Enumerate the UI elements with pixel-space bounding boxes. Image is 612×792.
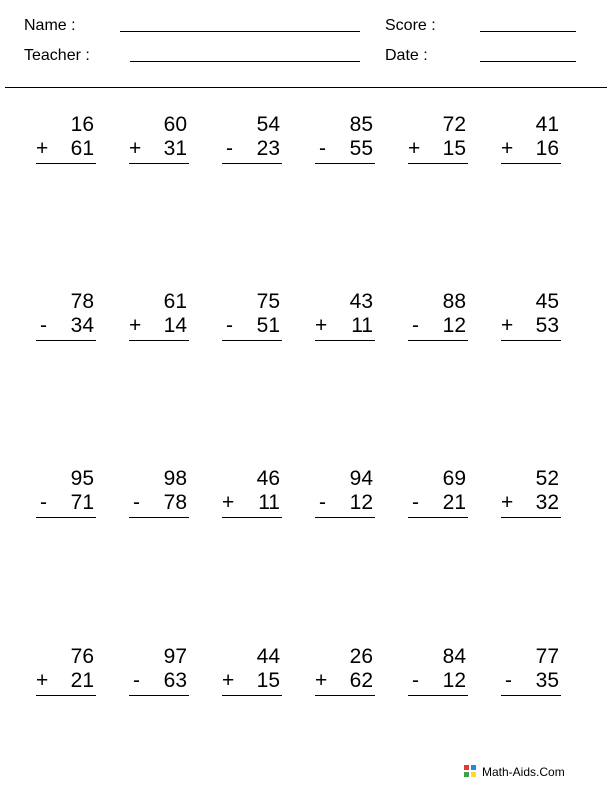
score-label: Score : [385,17,436,34]
problem-bottom-number: 61 [70,137,94,160]
problem-bottom-number: 23 [256,137,280,160]
problem-top-number: 45 [535,290,559,313]
problem-top-number: 97 [163,645,187,668]
answer-rule [129,517,189,518]
name-label: Name : [24,17,76,34]
problem-operator: - [226,314,233,337]
answer-rule [36,340,96,341]
problem-top-number: 60 [163,113,187,136]
logo-square-3 [464,772,469,777]
problem-operator: - [319,137,326,160]
problem-bottom-number: 51 [256,314,280,337]
problem [36,113,96,173]
problem [501,645,561,705]
problem-bottom-number: 21 [70,669,94,692]
logo-square-4 [471,772,476,777]
date-label: Date : [385,47,428,64]
problem-operator: + [222,669,235,692]
problem-bottom-number: 15 [256,669,280,692]
problem [501,290,561,350]
problem-operator: + [222,491,235,514]
problem-bottom-number: 31 [163,137,187,160]
problem [36,467,96,527]
answer-rule [408,517,468,518]
problem-top-number: 76 [70,645,94,668]
problem-operator: + [315,314,328,337]
answer-rule [36,695,96,696]
answer-rule [315,517,375,518]
problem [129,113,189,173]
problem-bottom-number: 71 [70,491,94,514]
answer-rule [501,340,561,341]
answer-rule [315,695,375,696]
problem-top-number: 84 [442,645,466,668]
answer-rule [222,340,282,341]
problem [222,645,282,705]
problem-top-number: 77 [535,645,559,668]
problem-bottom-number: 15 [442,137,466,160]
problem-operator: + [501,314,514,337]
footer-brand: Math-Aids.Com [482,765,565,779]
problem-operator: - [505,669,512,692]
problem-operator: - [412,491,419,514]
problem [222,290,282,350]
problem [36,645,96,705]
problem-bottom-number: 34 [70,314,94,337]
problem [315,467,375,527]
answer-rule [501,163,561,164]
problem-operator: + [129,137,142,160]
problem-bottom-number: 21 [442,491,466,514]
problem-top-number: 75 [256,290,280,313]
problem-operator: + [36,669,49,692]
problem-top-number: 41 [535,113,559,136]
answer-rule [129,340,189,341]
answer-rule [408,340,468,341]
problem-bottom-number: 14 [163,314,187,337]
problem-top-number: 54 [256,113,280,136]
problem-operator: + [408,137,421,160]
problem-top-number: 16 [70,113,94,136]
problem-bottom-number: 35 [535,669,559,692]
problem-operator: + [315,669,328,692]
problem-top-number: 46 [256,467,280,490]
answer-rule [36,517,96,518]
problem-bottom-number: 62 [349,669,373,692]
problem-operator: - [133,669,140,692]
problem-bottom-number: 55 [349,137,373,160]
problem-top-number: 95 [70,467,94,490]
problem-operator: - [40,314,47,337]
problem-operator: + [36,137,49,160]
problem-top-number: 72 [442,113,466,136]
answer-rule [129,695,189,696]
answer-rule [501,695,561,696]
problem-bottom-number: 32 [535,491,559,514]
answer-rule [315,163,375,164]
problem-top-number: 78 [70,290,94,313]
problem-bottom-number: 12 [349,491,373,514]
problem-operator: - [412,314,419,337]
answer-rule [408,695,468,696]
teacher-label: Teacher : [24,47,90,64]
problem-operator: - [412,669,419,692]
problem-bottom-number: 12 [442,314,466,337]
problem [408,113,468,173]
problem-bottom-number: 78 [163,491,187,514]
problem-top-number: 44 [256,645,280,668]
problem-top-number: 88 [442,290,466,313]
problem-bottom-number: 63 [163,669,187,692]
problem-operator: - [226,137,233,160]
problem [315,290,375,350]
logo-square-1 [464,765,469,770]
answer-rule [315,340,375,341]
problem [129,467,189,527]
math-aids-logo-icon [464,765,478,779]
answer-rule [222,695,282,696]
problem-top-number: 98 [163,467,187,490]
logo-square-2 [471,765,476,770]
problem-top-number: 85 [349,113,373,136]
problem [222,113,282,173]
problem-bottom-number: 53 [535,314,559,337]
problem-operator: - [40,491,47,514]
problem-top-number: 43 [349,290,373,313]
problem [408,467,468,527]
problem [501,113,561,173]
problem-operator: - [319,491,326,514]
problem-top-number: 94 [349,467,373,490]
problem [129,290,189,350]
problem-operator: + [501,137,514,160]
problem [408,645,468,705]
problem-top-number: 69 [442,467,466,490]
problem [222,467,282,527]
answer-rule [222,163,282,164]
problem-bottom-number: 16 [535,137,559,160]
problem-operator: + [129,314,142,337]
problem-top-number: 52 [535,467,559,490]
problem-operator: + [501,491,514,514]
answer-rule [222,517,282,518]
problem-top-number: 61 [163,290,187,313]
problem [408,290,468,350]
footer [464,764,565,780]
answer-rule [36,163,96,164]
problem [129,645,189,705]
problem-bottom-number: 11 [258,491,280,514]
problem-top-number: 26 [349,645,373,668]
problem [315,113,375,173]
answer-rule [129,163,189,164]
problem [501,467,561,527]
answer-rule [408,163,468,164]
problem [315,645,375,705]
problem-bottom-number: 12 [442,669,466,692]
answer-rule [501,517,561,518]
problem [36,290,96,350]
problem-operator: - [133,491,140,514]
problem-bottom-number: 11 [351,314,373,337]
